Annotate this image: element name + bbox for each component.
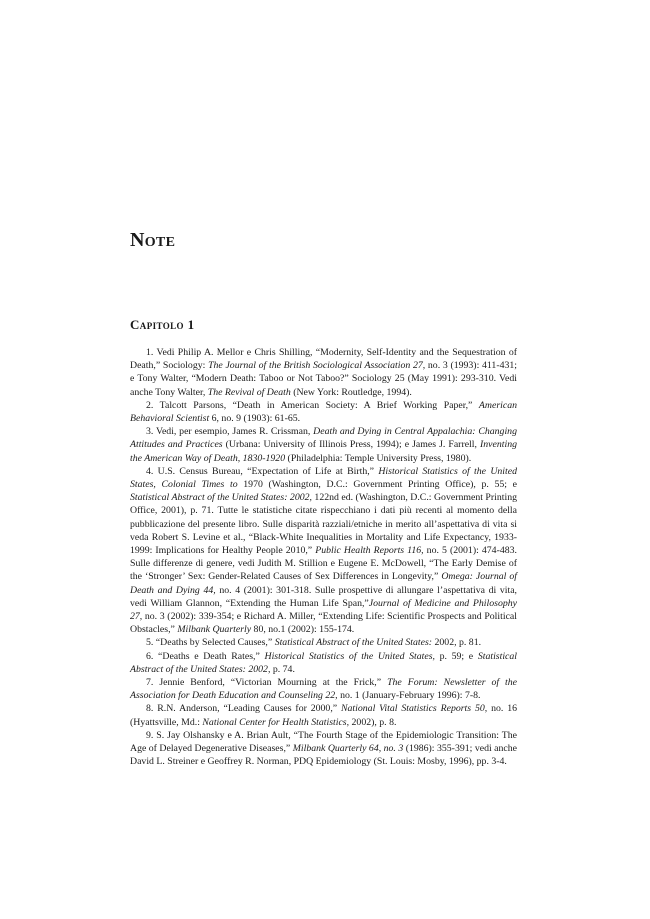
footnote-text: Vedi Philip A. Mellor e Chris Shilling, “Modernity, Self-Identity and the Sequestration of Death,” Sociology: [130, 347, 518, 372]
footnote [130, 676, 517, 702]
footnote [130, 729, 517, 769]
citation-title: Historical Statistics of the United States, Colonial Times to [130, 465, 517, 491]
citation-title: Milbank Quarterly [177, 624, 252, 636]
footnote-text: 122nd ed. (Washington, D.C.: Government Printing Office, 2001), p. 71. Tutte le statistiche citate rispecchiano i dati più recenti al momento della pubblicazione del presente libro. Sulle disparità razziali/etniche in merito all’aspettativa di vita si veda Robert S. Levine et al., “Black-White Inequalities in Mortality and Life Expectancy, 1933-1999: Implications for Healthy People 2010,” [130, 492, 517, 557]
footnote-text: “Deaths by Selected Causes,” [155, 637, 275, 649]
footnote-number: 9. [146, 729, 157, 741]
citation-title: The Journal of the British Sociological Association 27, [208, 360, 426, 372]
footnote [130, 425, 517, 465]
footnote-text: (1986): 355-391; vedi anche David L. Streiner e Geoffrey R. Norman, PDQ Epidemiology (St. Louis: Mosby, 1996), pp. 3-4. [130, 743, 517, 768]
page-title: Note [130, 229, 176, 251]
footnote-text: no. 5 (2001): 474-483. Sulle differenze di genere, vedi Judith M. Stillion e Eugene E. McDowell, “The Early Demise of the ‘Stronger’ Sex: Gender-Related Causes of Sex Differences in Longevity,” [130, 545, 517, 583]
citation-title: National Center for Health Statistics, [202, 716, 350, 728]
citation-title: Omega: Journal of Death and Dying 44, [130, 571, 517, 596]
footnote [130, 702, 517, 728]
footnote-text: no. 16 (Hyattsville, Md.: [130, 703, 518, 728]
footnote-text: no. 3 (1993): 411-431; e Tony Walter, “Modern Death: Taboo or Not Taboo?” Sociology 25 (May 1991): 293-310. Vedi anche Tony Walter, [130, 360, 517, 398]
citation-title: Historical Statistics of the United States, [264, 650, 435, 662]
citation-title: Statistical Abstract of the United States: 2002, [130, 650, 518, 675]
footnote-number: 3. [146, 426, 156, 438]
footnote-text: 1970 (Washington, D.C.: Government Printing Office), p. 55; e [237, 479, 517, 491]
footnote-text: 80, no.1 (2002): 155-174. [251, 624, 355, 636]
footnote-number: 7. [146, 677, 160, 689]
footnote-number: 5. [146, 637, 156, 649]
footnote-text: 6, no. 9 (1903): 61-65. [209, 413, 301, 425]
footnote-text: “Deaths e Death Rates,” [158, 650, 265, 662]
citation-title: Journal of Medicine and Philosophy 27, [130, 597, 517, 623]
citation-title: Death and Dying in Central Appalachia: Changing Attitudes and Practices [130, 426, 517, 451]
footnote-number: 4. [146, 465, 158, 477]
footnote-text: 2002), p. 8. [349, 716, 397, 728]
footnote [130, 346, 517, 399]
footnote [130, 465, 517, 637]
citation-title: Public Health Reports 116, [315, 545, 424, 557]
footnote-text: no. 4 (2001): 301-318. Sulle prospettive di allungare l’aspettativa di vita, vedi William Glannon, “Extending the Human Life Span,” [130, 584, 517, 609]
footnote-number: 8. [146, 703, 158, 715]
footnote-number: 6. [146, 650, 159, 662]
footnote-text: no. 3 (2002): 339-354; e Richard A. Miller, “Extending Life: Scientific Prospects and Political Obstacles,” [130, 611, 517, 636]
citation-title: Statistical Abstract of the United States: 2002, [130, 492, 312, 504]
footnote-text: Jennie Benford, “Victorian Mourning at the Frick,” [159, 677, 388, 689]
footnote [130, 399, 517, 425]
citation-title: Inventing the American Way of Death, 1830-1920 [130, 439, 517, 464]
footnote [130, 636, 517, 649]
citation-title: Statistical Abstract of the United States: [274, 637, 433, 649]
footnote-number: 1. [146, 347, 157, 358]
footnote-text: Talcott Parsons, “Death in American Society: A Brief Working Paper,” [159, 399, 479, 411]
footnote-text: no. 1 (January-February 1996): 7-8. [337, 690, 481, 702]
notes-list [130, 346, 517, 769]
footnote-text: Vedi, per esempio, James R. Crissman, [155, 426, 314, 438]
footnote-text: p. 74. [270, 663, 295, 675]
chapter-heading: Capitolo 1 [130, 317, 195, 332]
citation-title: National Vital Statistics Reports 50, [341, 703, 488, 715]
footnote-number: 2. [146, 399, 160, 411]
footnote-text: R.N. Anderson, “Leading Causes for 2000,” [157, 703, 341, 715]
citation-title: The Revival of Death [207, 386, 291, 398]
citation-title: The Forum: Newsletter of the Association for Death Education and Counseling 22, [130, 677, 518, 702]
footnote [130, 650, 517, 676]
footnote-text: (New York: Routledge, 1994). [290, 386, 412, 398]
citation-title: Milbank Quarterly 64, no. 3 [292, 743, 404, 755]
footnote-text: U.S. Census Bureau, “Expectation of Life at Birth,” [157, 465, 379, 477]
footnote-text: (Philadelphia: Temple University Press, 1980). [285, 452, 472, 464]
footnote-text: p. 59; e [434, 650, 478, 662]
footnote-text: (Urbana: University of Illinois Press, 1994); e James J. Farrell, [222, 439, 480, 451]
footnote-text: S. Jay Olshansky e A. Brian Ault, “The Fourth Stage of the Epidemiologic Transition: The Age of Delayed Degenerative Diseases,” [130, 729, 518, 755]
citation-title: American Behavioral Scientist [130, 399, 517, 425]
footnote-text: 2002, p. 81. [432, 637, 482, 649]
